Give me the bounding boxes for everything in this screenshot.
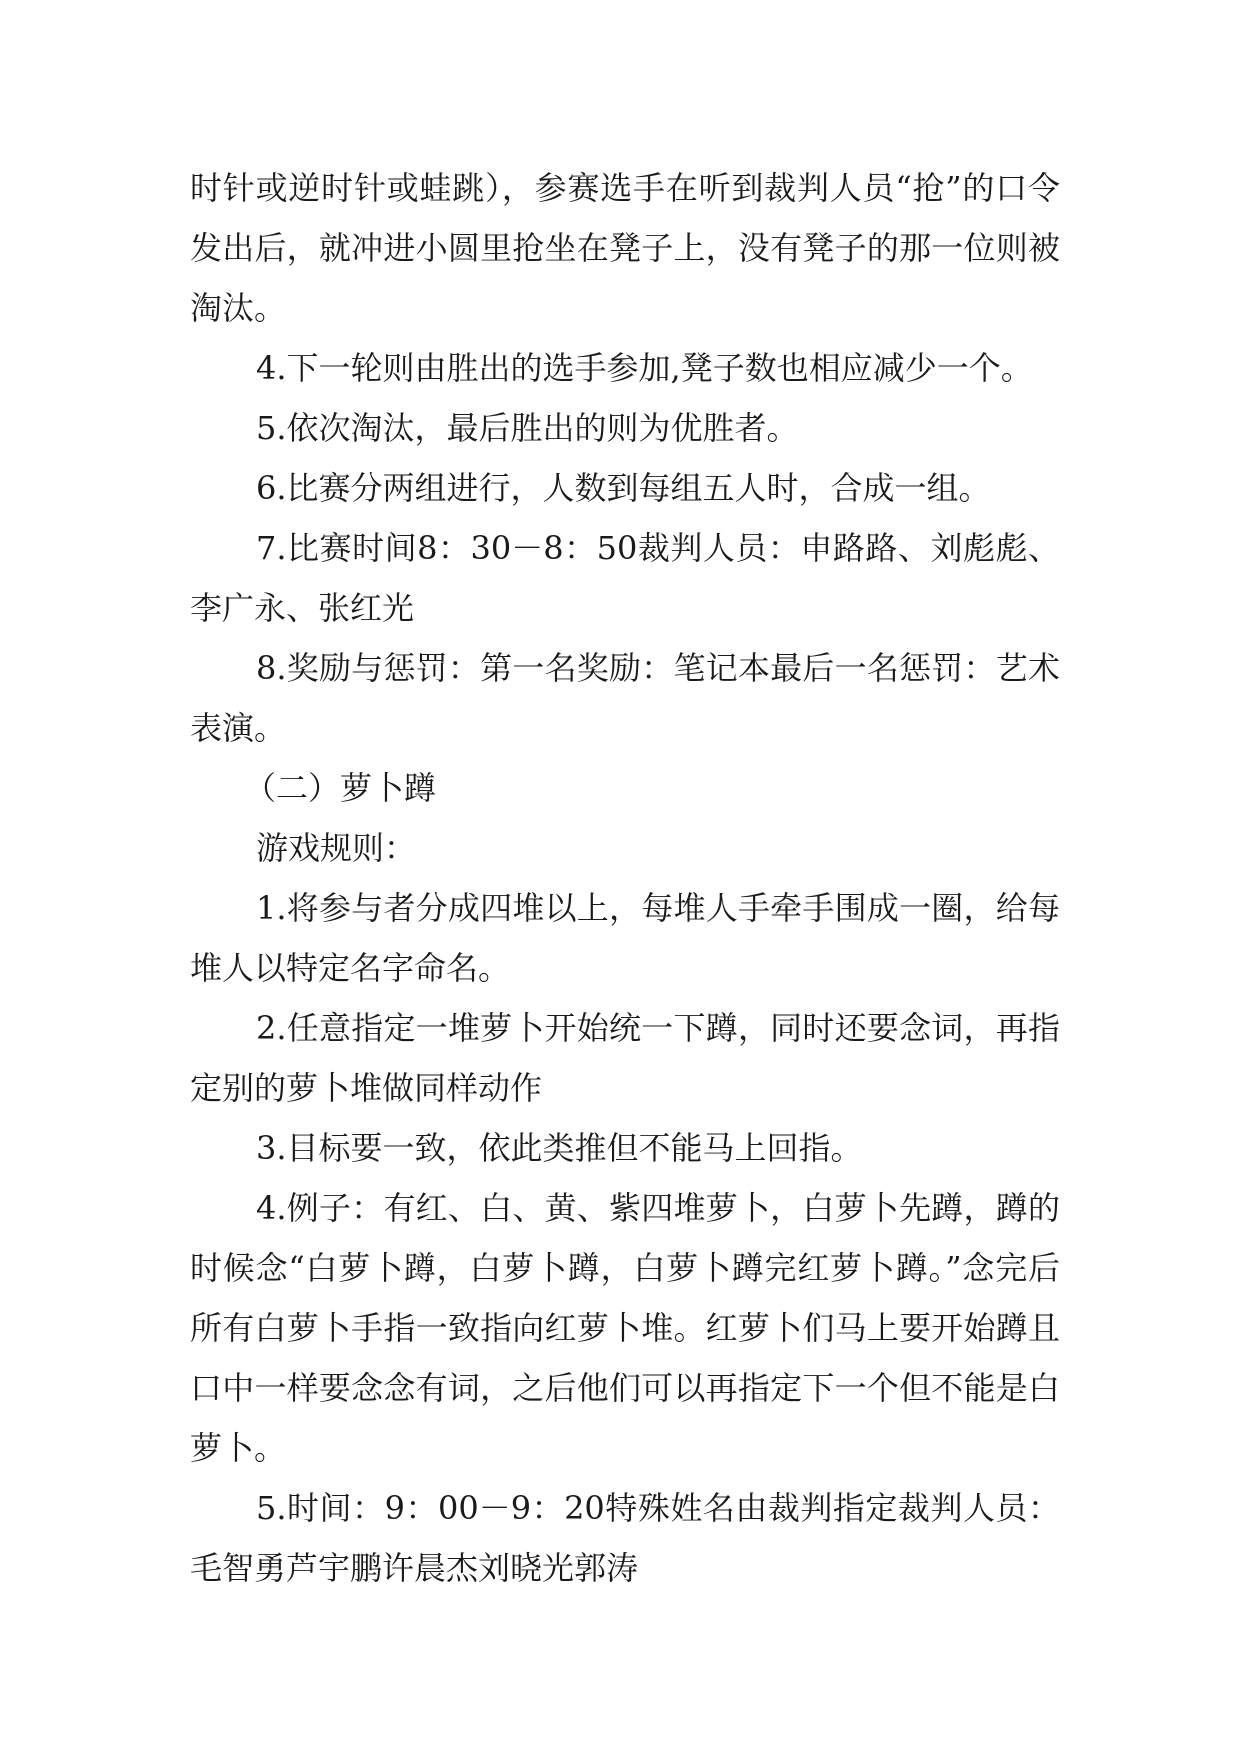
- section-heading: （二）萝卜蹲: [244, 769, 437, 807]
- paragraph-continuation: 时针或逆时针或蛙跳），参赛选手在听到裁判人员“抢”的口令发出后，就冲进小圆里抢坐在凳子上，没有凳子的那一位则被淘汰。: [190, 169, 1060, 327]
- game-rule-1: 1.将参与者分成四堆以上，每堆人手牵手围成一圈，给每堆人以特定名字命名。: [190, 889, 1060, 987]
- game-rule-2: 2.任意指定一堆萝卜开始统一下蹲，同时还要念词，再指定别的萝卜堆做同样动作: [190, 1009, 1060, 1107]
- game-rule-3: 3.目标要一致，依此类推但不能马上回指。: [256, 1129, 863, 1167]
- rule-item-4: 4.下一轮则由胜出的选手参加,凳子数也相应减少一个。: [256, 349, 1033, 387]
- rule-item-7: 7.比赛时间8：30－8：50裁判人员：申路路、刘彪彪、李广永、张红光: [190, 529, 1060, 627]
- rule-item-6: 6.比赛分两组进行，人数到每组五人时，合成一组。: [256, 469, 991, 507]
- game-rule-5: 5.时间：9：00－9：20特殊姓名由裁判指定裁判人员：毛智勇芦宇鹏许晨杰刘晓光郭涛: [190, 1489, 1060, 1587]
- game-rule-4: 4.例子：有红、白、黄、紫四堆萝卜，白萝卜先蹲，蹲的时候念“白萝卜蹲，白萝卜蹲，白萝卜蹲完红萝卜蹲。”念完后所有白萝卜手指一致指向红萝卜堆。红萝卜们马上要开始蹲且口中一样要念念有词，之后他们可以再指定下一个但不能是白萝卜。: [190, 1189, 1060, 1467]
- document-body: [190, 158, 1060, 1598]
- rule-item-5: 5.依次淘汰，最后胜出的则为优胜者。: [256, 409, 799, 447]
- rules-label: 游戏规则：: [256, 829, 417, 867]
- rule-item-8: 8.奖励与惩罚：第一名奖励：笔记本最后一名惩罚：艺术表演。: [190, 649, 1060, 747]
